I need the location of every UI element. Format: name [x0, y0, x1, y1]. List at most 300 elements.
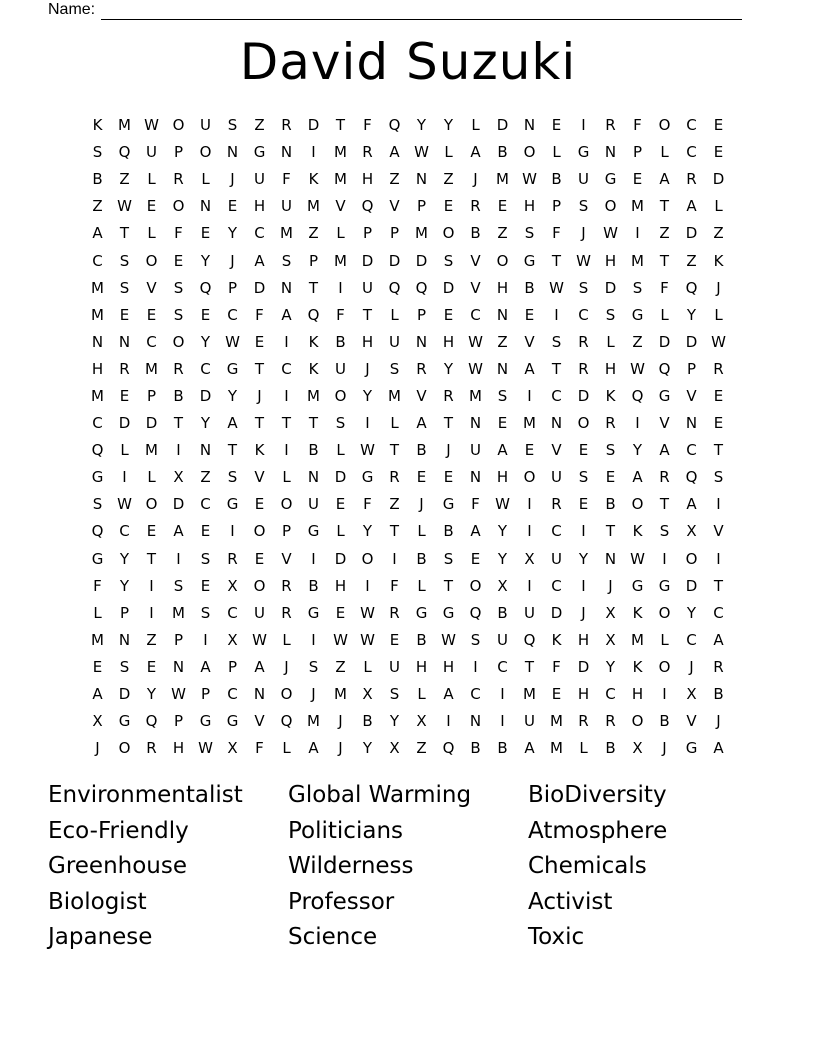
grid-letter: N [172, 657, 185, 676]
grid-letter: E [713, 116, 724, 135]
grid-row [84, 491, 732, 518]
grid-row [84, 546, 732, 573]
grid-letter: S [497, 386, 508, 405]
grid-letter: X [605, 603, 616, 622]
grid-letter: N [199, 441, 212, 460]
grid-letter: G [631, 576, 644, 595]
grid-letter: L [471, 116, 480, 135]
grid-letter: E [443, 305, 454, 324]
grid-letter: I [392, 549, 397, 568]
grid-letter: A [470, 143, 481, 162]
grid-letter: L [417, 685, 426, 704]
grid-letter: E [92, 657, 103, 676]
grid-letter: P [362, 224, 373, 243]
grid-row [84, 437, 732, 464]
word-bank-item: Greenhouse [48, 853, 188, 879]
grid-letter: E [146, 197, 157, 216]
grid-row [84, 708, 732, 735]
grid-letter: W [468, 359, 483, 378]
grid-letter: H [577, 630, 590, 649]
grid-letter: I [365, 576, 370, 595]
grid-letter: U [146, 143, 157, 162]
grid-letter: G [631, 305, 644, 324]
grid-letter: M [280, 224, 293, 243]
grid-letter: G [361, 468, 374, 487]
grid-letter: E [200, 224, 211, 243]
grid-letter: Q [91, 522, 104, 541]
grid-letter: I [554, 305, 559, 324]
grid-letter: Y [362, 739, 373, 758]
grid-letter: R [578, 712, 589, 731]
grid-letter: B [92, 170, 103, 189]
grid-letter: S [227, 116, 238, 135]
grid-letter: U [254, 603, 265, 622]
grid-letter: R [227, 549, 238, 568]
grid-row [84, 356, 732, 383]
grid-letter: C [713, 603, 724, 622]
grid-letter: E [254, 332, 265, 351]
grid-letter: O [118, 739, 131, 758]
grid-letter: W [414, 143, 429, 162]
grid-letter: V [686, 386, 697, 405]
grid-letter: T [254, 414, 265, 433]
grid-letter: L [147, 468, 156, 487]
grid-letter: Q [361, 197, 374, 216]
grid-row [84, 654, 732, 681]
grid-letter: C [119, 522, 130, 541]
grid-row [84, 302, 732, 329]
grid-letter: Y [605, 657, 616, 676]
grid-letter: O [280, 495, 293, 514]
grid-letter: C [200, 495, 211, 514]
grid-letter: A [92, 224, 103, 243]
grid-letter: B [713, 685, 724, 704]
grid-letter: J [230, 251, 235, 270]
grid-letter: Y [497, 522, 508, 541]
grid-letter: I [581, 576, 586, 595]
grid-letter: C [686, 116, 697, 135]
grid-letter: U [497, 630, 508, 649]
grid-letter: R [713, 657, 724, 676]
grid-letter: B [308, 576, 319, 595]
grid-letter: S [119, 251, 130, 270]
grid-letter: T [551, 251, 562, 270]
grid-letter: R [713, 359, 724, 378]
grid-letter: L [444, 143, 453, 162]
name-label: Name: [48, 1, 96, 18]
grid-letter: W [117, 197, 132, 216]
grid-letter: P [416, 197, 427, 216]
grid-letter: S [335, 414, 346, 433]
grid-letter: P [146, 386, 157, 405]
grid-letter: E [443, 468, 454, 487]
grid-letter: T [362, 305, 373, 324]
grid-letter: C [470, 305, 481, 324]
grid-letter: Z [92, 197, 103, 216]
grid-letter: H [442, 657, 455, 676]
grid-letter: E [119, 386, 130, 405]
grid-letter: O [172, 197, 185, 216]
grid-letter: Q [415, 278, 428, 297]
grid-letter: W [576, 251, 591, 270]
grid-letter: S [92, 495, 103, 514]
word-bank-item: Eco-Friendly [48, 817, 189, 844]
grid-letter: K [308, 359, 319, 378]
grid-letter: T [443, 576, 454, 595]
grid-letter: X [416, 712, 427, 731]
grid-letter: U [254, 170, 265, 189]
grid-letter: G [199, 712, 212, 731]
grid-letter: M [334, 170, 347, 189]
grid-row [84, 600, 732, 627]
grid-letter: K [551, 630, 562, 649]
grid-letter: I [635, 414, 640, 433]
grid-letter: X [605, 630, 616, 649]
grid-letter: S [524, 224, 535, 243]
grid-letter: L [201, 170, 210, 189]
grid-letter: D [118, 685, 131, 704]
grid-letter: E [713, 386, 724, 405]
grid-letter: A [281, 305, 292, 324]
grid-letter: S [443, 251, 454, 270]
grid-letter: C [686, 630, 697, 649]
grid-letter: B [497, 143, 508, 162]
grid-letter: N [550, 414, 563, 433]
grid-letter: N [91, 332, 104, 351]
grid-letter: O [334, 386, 347, 405]
grid-row [84, 518, 732, 545]
grid-letter: H [523, 197, 536, 216]
word-bank-item: Biologist [48, 888, 147, 915]
grid-letter: P [416, 305, 427, 324]
grid-letter: Y [443, 116, 454, 135]
grid-letter: B [416, 630, 427, 649]
grid-letter: P [227, 278, 238, 297]
grid-letter: X [497, 576, 508, 595]
grid-letter: D [685, 576, 698, 595]
grid-letter: S [659, 522, 670, 541]
grid-row [84, 220, 732, 247]
grid-letter: A [416, 414, 427, 433]
grid-letter: V [686, 712, 697, 731]
grid-letter: K [632, 657, 643, 676]
grid-letter: G [523, 251, 536, 270]
grid-row [84, 166, 732, 193]
grid-letter: R [605, 116, 616, 135]
grid-letter: E [227, 197, 238, 216]
grid-letter: R [605, 712, 616, 731]
grid-letter: O [172, 332, 185, 351]
grid-letter: O [253, 522, 266, 541]
grid-letter: E [551, 116, 562, 135]
grid-letter: M [631, 630, 644, 649]
grid-letter: L [606, 332, 615, 351]
grid-letter: C [281, 359, 292, 378]
grid-letter: Y [119, 576, 130, 595]
grid-letter: Y [227, 224, 238, 243]
grid-letter: Y [200, 251, 211, 270]
grid-letter: Q [199, 278, 212, 297]
grid-letter: L [660, 630, 669, 649]
grid-letter: O [631, 712, 644, 731]
grid-letter: S [92, 143, 103, 162]
grid-letter: K [308, 332, 319, 351]
grid-letter: X [227, 576, 238, 595]
grid-letter: W [711, 332, 726, 351]
grid-letter: B [605, 739, 616, 758]
grid-letter: G [604, 170, 617, 189]
grid-letter: I [365, 414, 370, 433]
word-bank-item: Environmentalist [48, 782, 243, 808]
grid-letter: I [338, 278, 343, 297]
grid-letter: Z [146, 630, 157, 649]
grid-letter: A [713, 739, 724, 758]
grid-letter: A [524, 359, 535, 378]
grid-letter: Z [632, 332, 643, 351]
grid-letter: U [524, 603, 535, 622]
grid-letter: V [470, 251, 481, 270]
grid-letter: S [200, 549, 211, 568]
grid-letter: T [254, 359, 265, 378]
grid-letter: C [497, 657, 508, 676]
grid-letter: S [632, 278, 643, 297]
grid-letter: T [524, 657, 535, 676]
grid-letter: D [442, 278, 455, 297]
grid-letter: M [496, 170, 509, 189]
grid-letter: E [416, 468, 427, 487]
grid-letter: W [360, 441, 375, 460]
grid-letter: L [282, 630, 291, 649]
grid-letter: D [712, 170, 725, 189]
grid-letter: O [496, 251, 509, 270]
grid-row [84, 573, 732, 600]
grid-letter: A [200, 657, 211, 676]
grid-letter: O [631, 495, 644, 514]
grid-letter: R [173, 359, 184, 378]
grid-letter: G [91, 468, 104, 487]
grid-letter: A [713, 630, 724, 649]
grid-letter: M [415, 224, 428, 243]
grid-letter: U [362, 278, 373, 297]
word-bank-item: Activist [528, 888, 613, 915]
word-bank-item: Professor [288, 888, 395, 915]
grid-letter: A [389, 143, 400, 162]
grid-letter: S [605, 441, 616, 460]
grid-letter: Y [389, 712, 400, 731]
grid-letter: H [361, 332, 374, 351]
grid-letter: C [551, 522, 562, 541]
grid-letter: E [551, 685, 562, 704]
grid-letter: W [360, 603, 375, 622]
grid-letter: K [92, 116, 103, 135]
word-bank-item: Chemicals [528, 853, 647, 879]
grid-letter: M [550, 739, 563, 758]
grid-letter: I [149, 603, 154, 622]
grid-letter: M [334, 685, 347, 704]
grid-letter: Q [145, 712, 158, 731]
grid-letter: V [659, 414, 670, 433]
grid-letter: T [713, 441, 724, 460]
grid-letter: Z [659, 224, 670, 243]
grid-letter: T [281, 414, 292, 433]
grid-row [84, 139, 732, 166]
grid-letter: N [307, 468, 320, 487]
grid-letter: M [145, 359, 158, 378]
grid-letter: E [578, 441, 589, 460]
grid-row [84, 464, 732, 491]
grid-letter: T [659, 495, 670, 514]
grid-letter: C [551, 386, 562, 405]
grid-letter: T [659, 197, 670, 216]
grid-letter: M [91, 305, 104, 324]
grid-letter: Z [497, 224, 508, 243]
grid-row [84, 275, 732, 302]
grid-letter: V [416, 386, 427, 405]
grid-letter: S [605, 305, 616, 324]
grid-letter: N [415, 332, 428, 351]
grid-letter: Q [685, 278, 698, 297]
grid-row [84, 627, 732, 654]
grid-letter: J [230, 170, 235, 189]
grid-letter: B [416, 441, 427, 460]
grid-letter: T [173, 414, 184, 433]
grid-letter: I [500, 712, 505, 731]
grid-letter: E [470, 549, 481, 568]
grid-letter: L [336, 441, 345, 460]
grid-letter: S [389, 685, 400, 704]
grid-letter: Y [146, 685, 157, 704]
grid-letter: D [253, 278, 266, 297]
grid-letter: Q [631, 386, 644, 405]
grid-letter: U [524, 712, 535, 731]
grid-letter: I [662, 549, 667, 568]
grid-letter: E [200, 576, 211, 595]
grid-letter: O [280, 685, 293, 704]
grid-letter: Y [632, 441, 643, 460]
grid-letter: M [118, 116, 131, 135]
grid-letter: Z [713, 224, 724, 243]
grid-letter: O [658, 603, 671, 622]
grid-letter: Y [416, 116, 427, 135]
grid-letter: Y [200, 332, 211, 351]
grid-letter: W [630, 549, 645, 568]
grid-letter: B [173, 386, 184, 405]
grid-letter: O [523, 143, 536, 162]
grid-letter: D [145, 414, 158, 433]
grid-letter: U [281, 197, 292, 216]
grid-letter: H [604, 359, 617, 378]
grid-letter: R [389, 468, 400, 487]
grid-letter: X [227, 630, 238, 649]
grid-letter: Y [686, 603, 697, 622]
grid-letter: U [308, 495, 319, 514]
grid-letter: O [361, 549, 374, 568]
grid-letter: Q [118, 143, 131, 162]
grid-letter: F [552, 657, 561, 676]
grid-letter: M [334, 251, 347, 270]
grid-letter: J [446, 441, 451, 460]
word-bank-item: BioDiversity [528, 782, 667, 808]
grid-letter: W [549, 278, 564, 297]
grid-letter: R [173, 170, 184, 189]
grid-letter: H [442, 332, 455, 351]
grid-letter: B [308, 441, 319, 460]
grid-letter: S [200, 603, 211, 622]
grid-letter: F [660, 278, 669, 297]
grid-letter: C [686, 441, 697, 460]
grid-letter: T [713, 576, 724, 595]
grid-letter: I [581, 522, 586, 541]
grid-letter: W [225, 332, 240, 351]
grid-letter: T [659, 251, 670, 270]
grid-letter: M [91, 386, 104, 405]
grid-letter: Z [497, 332, 508, 351]
grid-letter: C [227, 305, 238, 324]
grid-letter: O [172, 116, 185, 135]
grid-letter: I [716, 549, 721, 568]
grid-letter: S [443, 549, 454, 568]
grid-letter: U [389, 332, 400, 351]
grid-letter: D [496, 116, 509, 135]
grid-letter: M [307, 197, 320, 216]
grid-letter: I [662, 685, 667, 704]
grid-letter: K [632, 603, 643, 622]
grid-letter: H [415, 657, 428, 676]
grid-letter: N [118, 332, 131, 351]
grid-letter: E [713, 414, 724, 433]
grid-letter: D [361, 251, 374, 270]
grid-letter: L [147, 224, 156, 243]
grid-letter: N [280, 143, 293, 162]
grid-letter: Z [443, 170, 454, 189]
grid-letter: G [658, 386, 671, 405]
name-blank-line [101, 3, 742, 20]
grid-letter: X [227, 739, 238, 758]
grid-letter: M [307, 386, 320, 405]
grid-letter: B [470, 224, 481, 243]
grid-letter: W [198, 739, 213, 758]
grid-letter: C [227, 603, 238, 622]
grid-letter: E [524, 305, 535, 324]
grid-row [84, 735, 732, 762]
grid-row [84, 681, 732, 708]
word-bank-item: Toxic [528, 924, 585, 950]
grid-letter: M [550, 712, 563, 731]
grid-letter: S [713, 468, 724, 487]
grid-row [84, 112, 732, 139]
grid-letter: Q [523, 630, 536, 649]
grid-letter: W [144, 116, 159, 135]
grid-letter: F [363, 116, 372, 135]
grid-letter: R [389, 603, 400, 622]
grid-letter: J [311, 685, 316, 704]
grid-letter: A [686, 197, 697, 216]
grid-letter: R [362, 143, 373, 162]
grid-letter: L [120, 441, 129, 460]
grid-letter: R [605, 414, 616, 433]
word-bank-item: Politicians [288, 817, 403, 844]
grid-letter: Q [280, 712, 293, 731]
grid-letter: H [577, 685, 590, 704]
grid-letter: U [551, 549, 562, 568]
grid-letter: N [118, 630, 131, 649]
grid-letter: N [199, 197, 212, 216]
grid-letter: F [255, 739, 264, 758]
grid-letter: D [307, 116, 320, 135]
grid-letter: P [389, 224, 400, 243]
grid-letter: J [608, 576, 613, 595]
grid-letter: Q [469, 603, 482, 622]
